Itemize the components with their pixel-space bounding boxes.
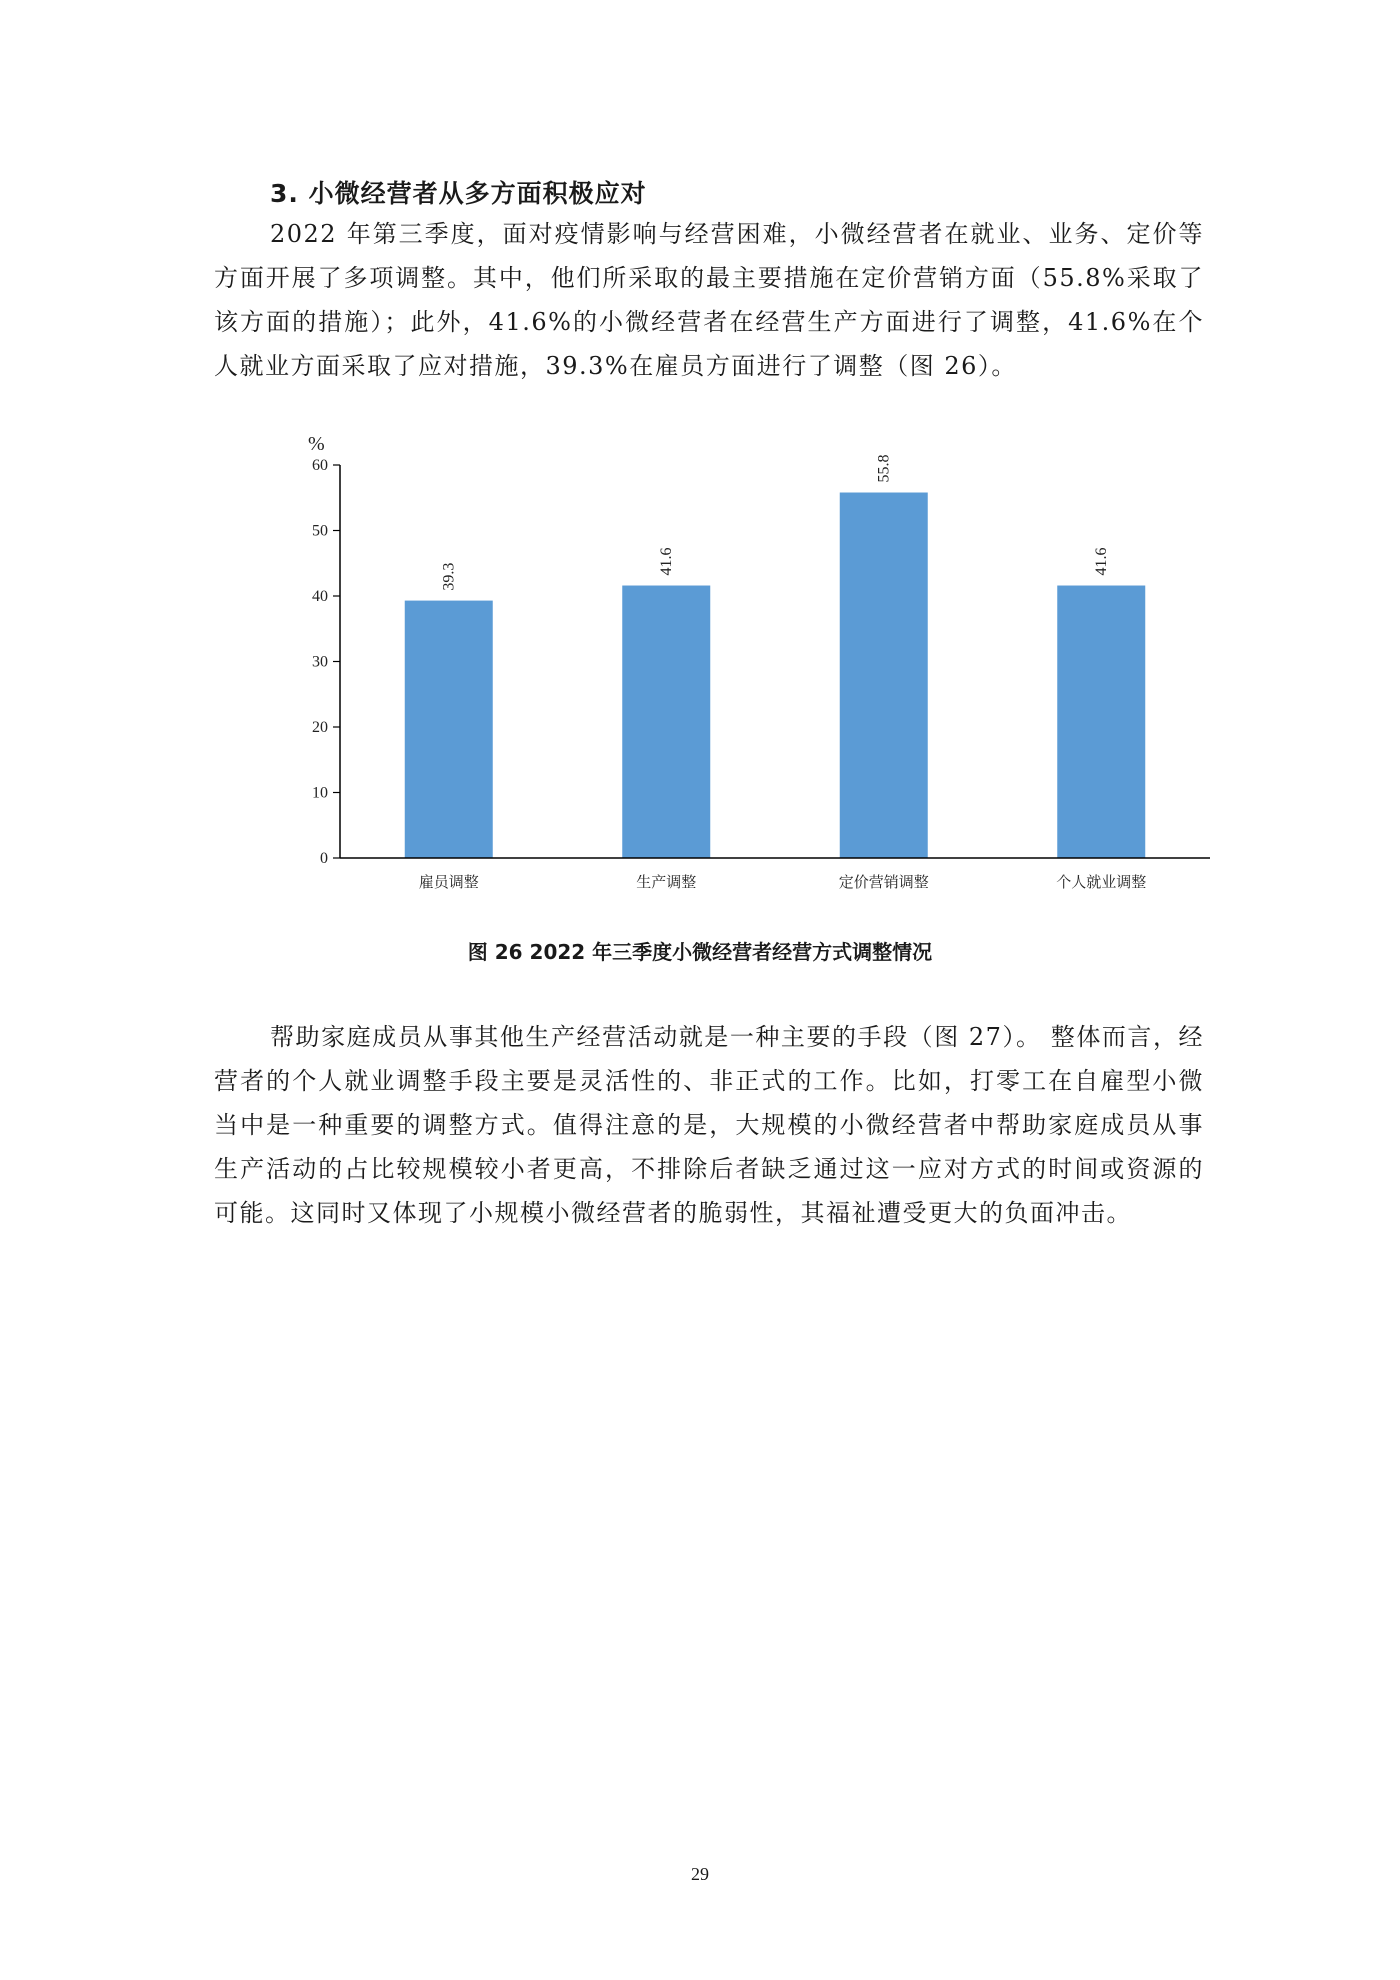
x-category-label: 定价营销调整 xyxy=(838,873,929,891)
x-axis xyxy=(340,858,1210,891)
bar-chart xyxy=(290,420,1250,920)
figure-caption: 图 26 2022 年三季度小微经营者经营方式调整情况 xyxy=(467,940,933,964)
x-category-label: 个人就业调整 xyxy=(1056,873,1147,891)
page-number: 29 xyxy=(691,1864,709,1884)
y-tick-label: 50 xyxy=(312,522,328,540)
y-tick-label: 10 xyxy=(312,784,328,802)
paragraph-2: 帮助家庭成员从事其他生产经营活动就是一种主要的手段（图 27）。 整体而言，经营者的个人就业调整手段主要是灵活性的、非正式的工作。比如，打零工在自雇型小微当中是一种重要的调整方式。值得注意的是，大规模的小微经营者中帮助家庭成员从事生产活动的占比较规模较小者更高，不排除后者缺乏通过这一应对方式的时间或资源的可能。这同时又体现了小规模小微经营者的脆弱性，其福祉遭受更大的负面冲击。 xyxy=(214,1023,1204,1227)
section-heading: 3. 小微经营者从多方面积极应对 xyxy=(270,179,647,208)
bar xyxy=(1057,586,1145,858)
bars xyxy=(405,455,1146,858)
y-tick-label: 20 xyxy=(312,719,328,736)
x-category-label: 雇员调整 xyxy=(418,873,479,891)
y-tick-label: 40 xyxy=(312,588,328,605)
bar-value-label: 39.3 xyxy=(440,562,458,591)
bar xyxy=(840,493,928,858)
y-tick-label: 60 xyxy=(312,457,328,474)
y-tick-label: 30 xyxy=(312,653,328,671)
bar-value-label: 55.8 xyxy=(875,454,893,483)
y-axis-unit-label: % xyxy=(308,433,325,455)
bar xyxy=(405,601,493,858)
y-axis xyxy=(308,433,340,867)
bar-value-label: 41.6 xyxy=(1093,547,1111,576)
bar xyxy=(622,586,710,858)
y-tick-label: 0 xyxy=(320,850,328,867)
bar-value-label: 41.6 xyxy=(658,547,676,576)
paragraph-1: 2022 年第三季度，面对疫情影响与经营困难，小微经营者在就业、业务、定价等方面开展了多项调整。其中，他们所采取的最主要措施在定价营销方面（55.8%采取了该方面的措施）；此外，41.6%的小微经营者在经营生产方面进行了调整，41.6%在个人就业方面采取了应对措施，39.3%在雇员方面进行了调整（图 26）。 xyxy=(214,220,1204,380)
x-category-label: 生产调整 xyxy=(636,873,697,891)
